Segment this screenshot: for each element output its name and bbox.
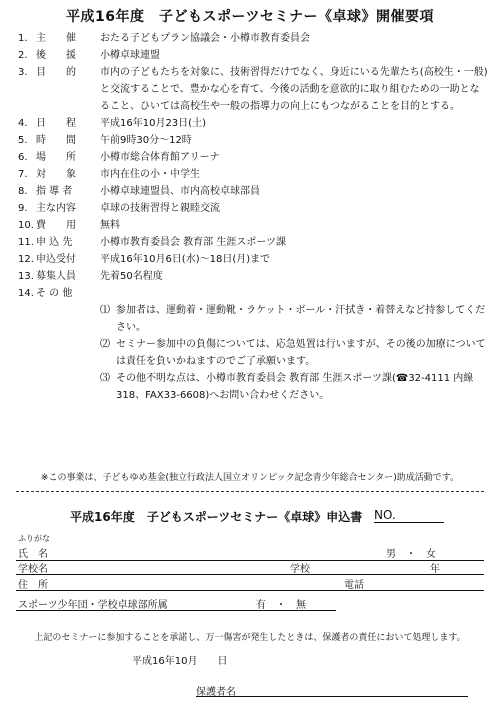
list-item bbox=[18, 30, 488, 47]
consent-text: 上記のセミナーに参加することを承諾し、万一傷害が発生したときは、保護者の責任において処理します。 bbox=[34, 633, 466, 643]
item-number: 1. bbox=[18, 33, 28, 44]
item-label: 日 程 bbox=[36, 118, 76, 129]
school-label: 学校名 bbox=[18, 564, 48, 575]
list-item bbox=[18, 64, 488, 115]
list-item bbox=[18, 149, 488, 166]
form-number-field[interactable]: NO. bbox=[374, 508, 444, 523]
club-field[interactable] bbox=[16, 610, 336, 611]
list-item bbox=[18, 268, 488, 285]
item-number: 5. bbox=[18, 135, 28, 146]
item-label: 目 的 bbox=[36, 67, 76, 78]
item-label: 主な内容 bbox=[36, 203, 76, 214]
address-field[interactable] bbox=[16, 590, 484, 591]
name-field[interactable] bbox=[16, 560, 484, 561]
item-label: 主 催 bbox=[36, 33, 76, 44]
notes-list bbox=[100, 302, 488, 404]
note-text: セミナー参加中の負傷については、応急処置は行いますが、その後の加療については責任を負いかねますのでご了承願います。 bbox=[116, 339, 486, 367]
list-item bbox=[18, 115, 488, 132]
address-label: 住 所 bbox=[18, 580, 48, 591]
item-number: 10. bbox=[18, 220, 34, 231]
list-item bbox=[18, 200, 488, 217]
item-value: 無料 bbox=[100, 220, 120, 231]
item-value bbox=[100, 285, 488, 302]
item-label: 場 所 bbox=[36, 152, 76, 163]
item-value: 小樽市教育委員会 教育部 生涯スポーツ課 bbox=[100, 237, 286, 248]
item-number: 2. bbox=[18, 50, 28, 61]
item-label: そ の 他 bbox=[36, 288, 73, 299]
item-value: 小樽卓球連盟員、市内高校卓球部員 bbox=[100, 186, 260, 197]
note-item bbox=[100, 336, 488, 370]
list-item bbox=[18, 217, 488, 234]
club-label: スポーツ少年団・学校卓球部所属 bbox=[18, 600, 168, 611]
item-number: 13. bbox=[18, 271, 34, 282]
school-field[interactable] bbox=[16, 574, 484, 575]
note-mark: ⑶ bbox=[100, 373, 110, 384]
club-options[interactable]: 有 ・ 無 bbox=[256, 600, 306, 611]
item-number: 11. bbox=[18, 237, 34, 248]
item-number: 3. bbox=[18, 67, 28, 78]
funding-footnote: ※この事業は、子どもゆめ基金(独立行政法人国立オリンピック記念青少年総合センター)助成活動です。 bbox=[40, 473, 460, 483]
item-value: 平成16年10月23日(土) bbox=[100, 118, 206, 129]
item-label: 対 象 bbox=[36, 169, 76, 180]
item-value: 先着50名程度 bbox=[100, 271, 163, 282]
item-number: 4. bbox=[18, 118, 28, 129]
list-item bbox=[18, 285, 488, 302]
list-item bbox=[18, 183, 488, 200]
list-item bbox=[18, 251, 488, 268]
item-value: 小樽卓球連盟 bbox=[100, 50, 160, 61]
list-item bbox=[18, 47, 488, 64]
note-text: その他不明な点は、小樽市教育委員会 教育部 生涯スポーツ課(☎32-4111 内線318、FAX33-6608)へお問い合わせください。 bbox=[116, 373, 474, 401]
school-suffix: 学校 bbox=[290, 564, 310, 575]
item-label: 費 用 bbox=[36, 220, 76, 231]
item-number: 6. bbox=[18, 152, 28, 163]
cut-line bbox=[16, 491, 484, 492]
note-mark: ⑵ bbox=[100, 339, 110, 350]
item-number: 14. bbox=[18, 288, 34, 299]
note-text: 参加者は、運動着・運動靴・ラケット・ボール・汗拭き・着替えなど持参してください。 bbox=[116, 305, 486, 333]
item-label: 時 間 bbox=[36, 135, 76, 146]
list-item bbox=[18, 132, 488, 149]
item-value: 小樽市総合体育館アリーナ bbox=[100, 152, 220, 163]
phone-label: 電話 bbox=[344, 580, 364, 591]
application-date: 平成16年10月 日 bbox=[132, 656, 228, 667]
item-label: 申 込 先 bbox=[36, 237, 73, 248]
item-label: 指 導 者 bbox=[36, 186, 73, 197]
note-mark: ⑴ bbox=[100, 305, 110, 316]
item-value: 市内の子どもたちを対象に、技術習得だけでなく、身近にいる先輩たち(高校生・一般)と交流することで、豊かな心を育て、今後の活動を意欲的に取り組むための一助となること、ひいては高校生や一般の指導力の向上にもつながることを目的とする。 bbox=[100, 67, 488, 112]
item-value: 午前9時30分～12時 bbox=[100, 135, 192, 146]
note-item bbox=[100, 370, 488, 404]
item-number: 9. bbox=[18, 203, 28, 214]
item-value: 平成16年10月6日(水)～18日(月)まで bbox=[100, 254, 271, 265]
note-item bbox=[100, 302, 488, 336]
list-item bbox=[18, 234, 488, 251]
item-number: 12. bbox=[18, 254, 34, 265]
item-number: 8. bbox=[18, 186, 28, 197]
form-title: 平成16年度 子どもスポーツセミナー《卓球》申込書 bbox=[70, 510, 363, 524]
outline-list bbox=[18, 30, 488, 404]
grade-suffix: 年 bbox=[430, 564, 440, 575]
item-value: 市内在住の小・中学生 bbox=[100, 169, 200, 180]
item-label: 後 援 bbox=[36, 50, 76, 61]
item-number: 7. bbox=[18, 169, 28, 180]
guardian-label: 保護者名 bbox=[196, 687, 236, 698]
item-value: おたる子どもプラン協議会・小樽市教育委員会 bbox=[100, 33, 310, 44]
furigana-label: ふりがな bbox=[18, 534, 50, 543]
page-title: 平成16年度 子どもスポーツセミナー《卓球》開催要項 bbox=[66, 9, 434, 25]
gender-options[interactable]: 男 ・ 女 bbox=[386, 549, 436, 560]
name-label: 氏 名 bbox=[18, 549, 48, 560]
item-value: 卓球の技術習得と親睦交流 bbox=[100, 203, 220, 214]
guardian-field[interactable] bbox=[196, 696, 468, 697]
list-item bbox=[18, 166, 488, 183]
item-label: 募集人員 bbox=[36, 271, 76, 282]
item-label: 申込受付 bbox=[36, 254, 76, 265]
